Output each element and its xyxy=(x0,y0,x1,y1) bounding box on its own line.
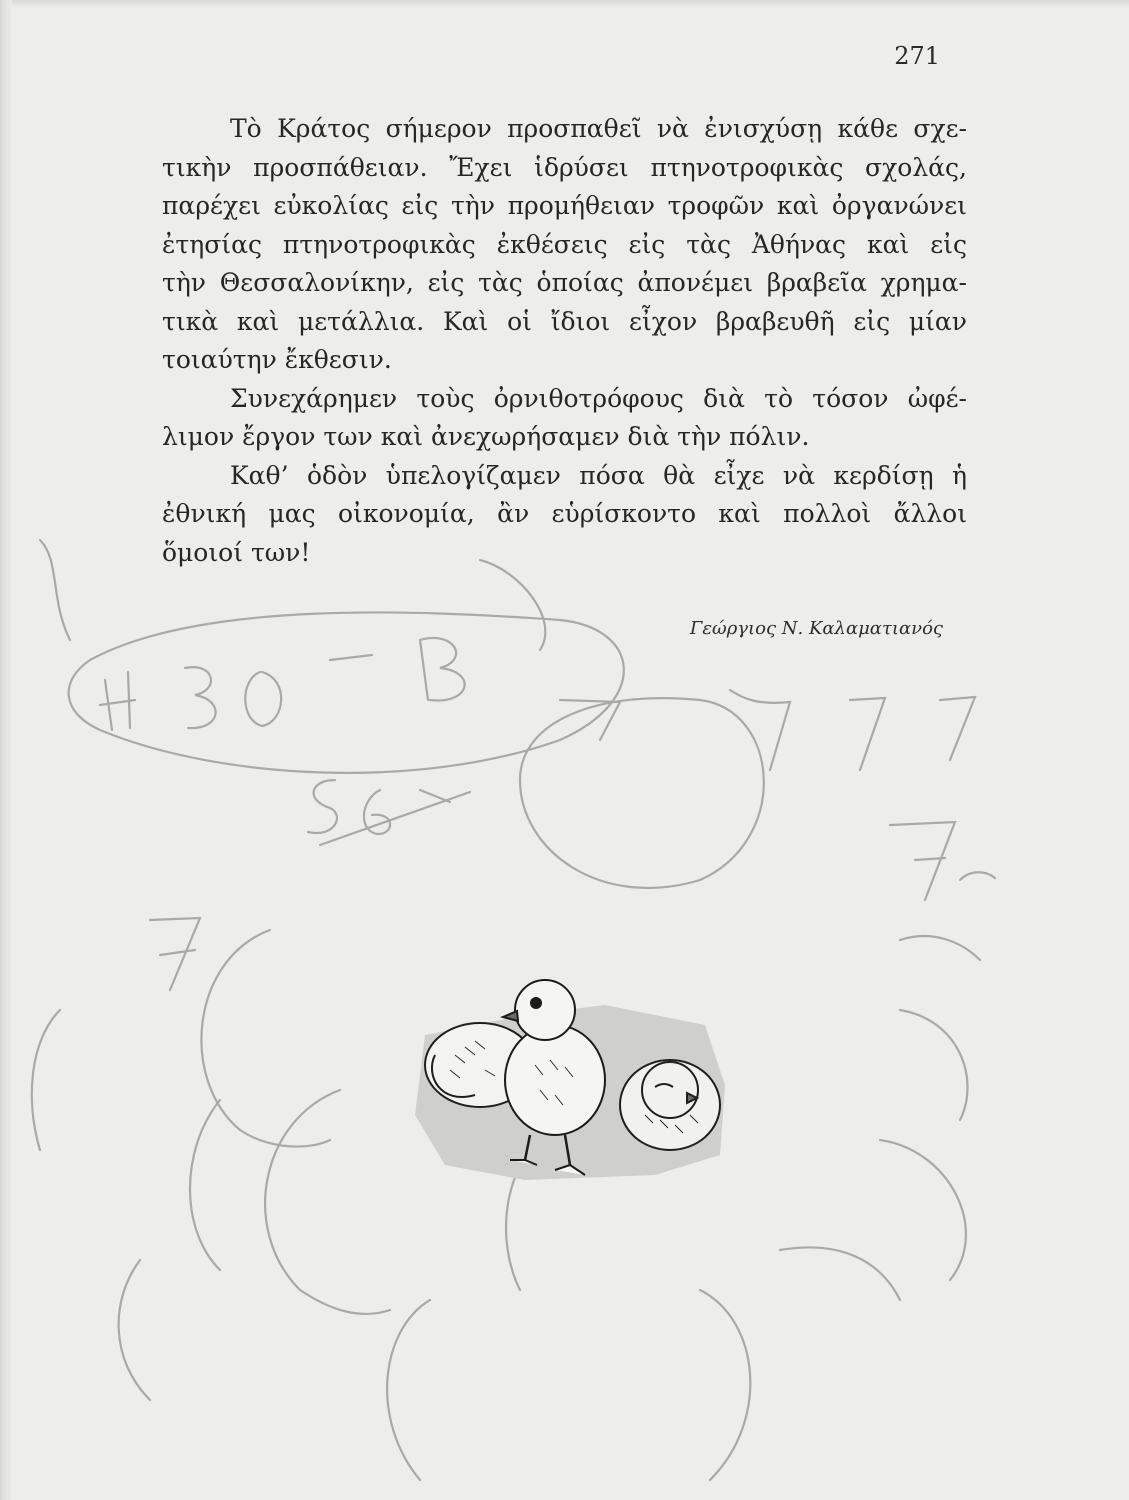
text-line: ὅμοιοί των! xyxy=(162,537,311,567)
text-line: τὴν Θεσσαλονίκην, εἰς τὰς ὁποίας ἀπονέμει βραβεῖα χρημα- xyxy=(162,268,967,297)
page-top-edge xyxy=(0,0,1129,8)
page-number: 271 xyxy=(894,42,940,70)
text-line: τικὴν προσπάθειαν. Ἔχει ἱδρύσει πτηνοτροφικὰς σχολάς, xyxy=(162,152,967,182)
text-line: Τὸ Κράτος σήμερον προσπαθεῖ νὰ ἐνισχύσῃ κάθε σχε- xyxy=(230,114,967,143)
text-line: λιμον ἔργον των καὶ ἀνεχωρήσαμεν διὰ τὴν πόλιν. xyxy=(162,422,810,451)
chicks-illustration xyxy=(405,975,735,1190)
text-line: Συνεχάρημεν τοὺς ὀρνιθοτρόφους διὰ τὸ τόσον ὠφέ- xyxy=(230,383,967,413)
text-line: ἐτησίας πτηνοτροφικὰς ἐκθέσεις εἰς τὰς Ἀθήνας καὶ εἰς xyxy=(162,229,967,259)
text-line: παρέχει εὐκολίας εἰς τὴν προμήθειαν τροφῶν καὶ ὀργανώνει xyxy=(162,191,967,220)
text-line: τικὰ καὶ μετάλλια. Καὶ οἱ ἴδιοι εἶχον βραβευθῆ εἰς μίαν xyxy=(162,306,967,336)
text-line: ἐθνική μας οἰκονομία, ἂν εὑρίσκοντο καὶ πολλοὶ ἄλλοι xyxy=(162,499,967,528)
pencil-oval xyxy=(69,612,624,772)
text-line: Καθ’ ὁδὸν ὑπελογίζαμεν πόσα θὰ εἶχε νὰ κερδίσῃ ἡ xyxy=(230,460,967,490)
body-text xyxy=(162,110,967,572)
author-signature: Γεώργιος Ν. Καλαματιανός xyxy=(689,618,943,639)
page-left-edge xyxy=(0,0,12,1500)
text-line: τοιαύτην ἔκθεσιν. xyxy=(162,345,392,374)
